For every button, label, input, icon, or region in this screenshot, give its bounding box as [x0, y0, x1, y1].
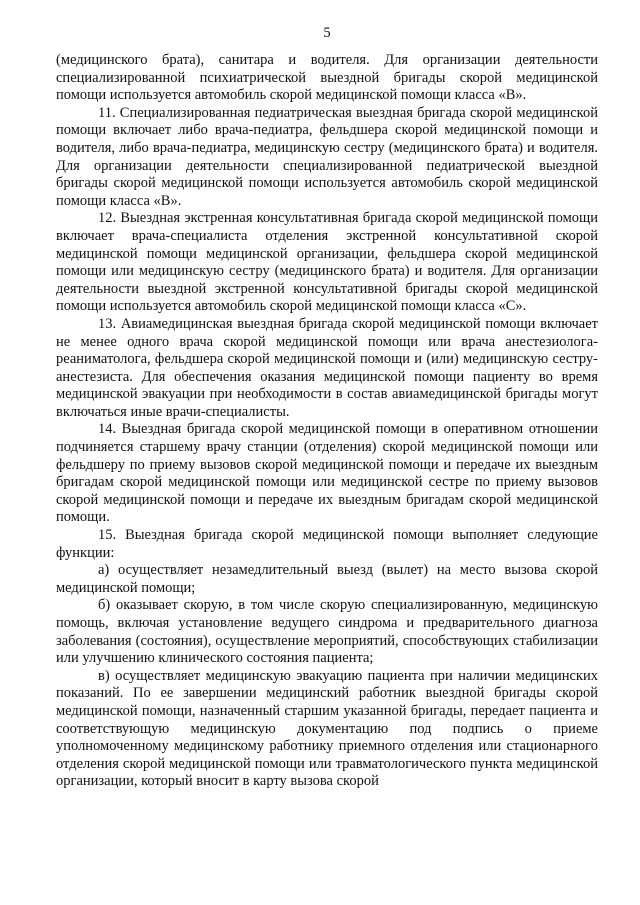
paragraph-15-b: б) оказывает скорую, в том числе скорую специализированную, медицинскую помощь, включая установление ведущего синдрома и предварительного диагноза заболевания (состояния), осуществление мероприятий, способствующих стабилизации или улучшению клинического состояния пациента;	[56, 597, 598, 667]
paragraph-14: 14. Выездная бригада скорой медицинской помощи в оперативном отношении подчиняется старшему врачу станции (отделения) скорой медицинской помощи или фельдшеру по приему вызовов скорой медицинской помощи и передаче их выездным бригадам скорой медицинской помощи или медицинской сестре по приему вызовов скорой медицинской помощи и передаче их выездным бригадам скорой медицинской помощи.	[56, 421, 598, 526]
page-number: 5	[323, 25, 331, 41]
paragraph-15-v: в) осуществляет медицинскую эвакуацию пациента при наличии медицинских показаний. По ее завершении медицинский работник выездной бригады скорой медицинской помощи, назначенный старшим указанной бригады, передает пациента и соответствующую медицинскую документацию под подпись о приеме уполномоченному медицинскому работнику приемного отделения или стационарного отделения скорой медицинской помощи или травматологического пункта медицинской организации, который вносит в карту вызова скорой	[56, 667, 598, 790]
paragraph-continuation: (медицинского брата), санитара и водителя. Для организации деятельности специализированной психиатрической выездной бригады скорой медицинской помощи используется автомобиль скорой медицинской помощи класса «В».	[56, 52, 598, 104]
document-body	[56, 52, 598, 791]
paragraph-12: 12. Выездная экстренная консультативная бригада скорой медицинской помощи включает врача-специалиста отделения экстренной консультативной скорой медицинской помощи медицинской организации, фельдшера скорой медицинской помощи или медицинскую сестру (медицинского брата) и водителя. Для организации деятельности выездной экстренной консультативной бригады скорой медицинской помощи используется автомобиль скорой медицинской помощи класса «С».	[56, 210, 598, 315]
paragraph-13: 13. Авиамедицинская выездная бригада скорой медицинской помощи включает не менее одного врача скорой медицинской помощи или врача анестезиолога-реаниматолога, фельдшера скорой медицинской помощи и (или) медицинскую сестру-анестезиста. Для обеспечения оказания медицинской помощи пациенту во время медицинской эвакуации при необходимости в состав авиамедицинской бригады могут включаться иные врачи-специалисты.	[56, 315, 598, 420]
paragraph-15-a: а) осуществляет незамедлительный выезд (вылет) на место вызова скорой медицинской помощи;	[56, 562, 598, 596]
paragraph-15: 15. Выездная бригада скорой медицинской помощи выполняет следующие функции:	[56, 527, 598, 561]
paragraph-11: 11. Специализированная педиатрическая выездная бригада скорой медицинской помощи включает либо врача-педиатра, фельдшера скорой медицинской помощи и водителя, либо врача-педиатра, медицинскую сестру (медицинского брата) и водителя. Для организации деятельности специализированной педиатрической выездной бригады скорой медицинской помощи используется автомобиль скорой медицинской помощи класса «В».	[56, 104, 598, 209]
